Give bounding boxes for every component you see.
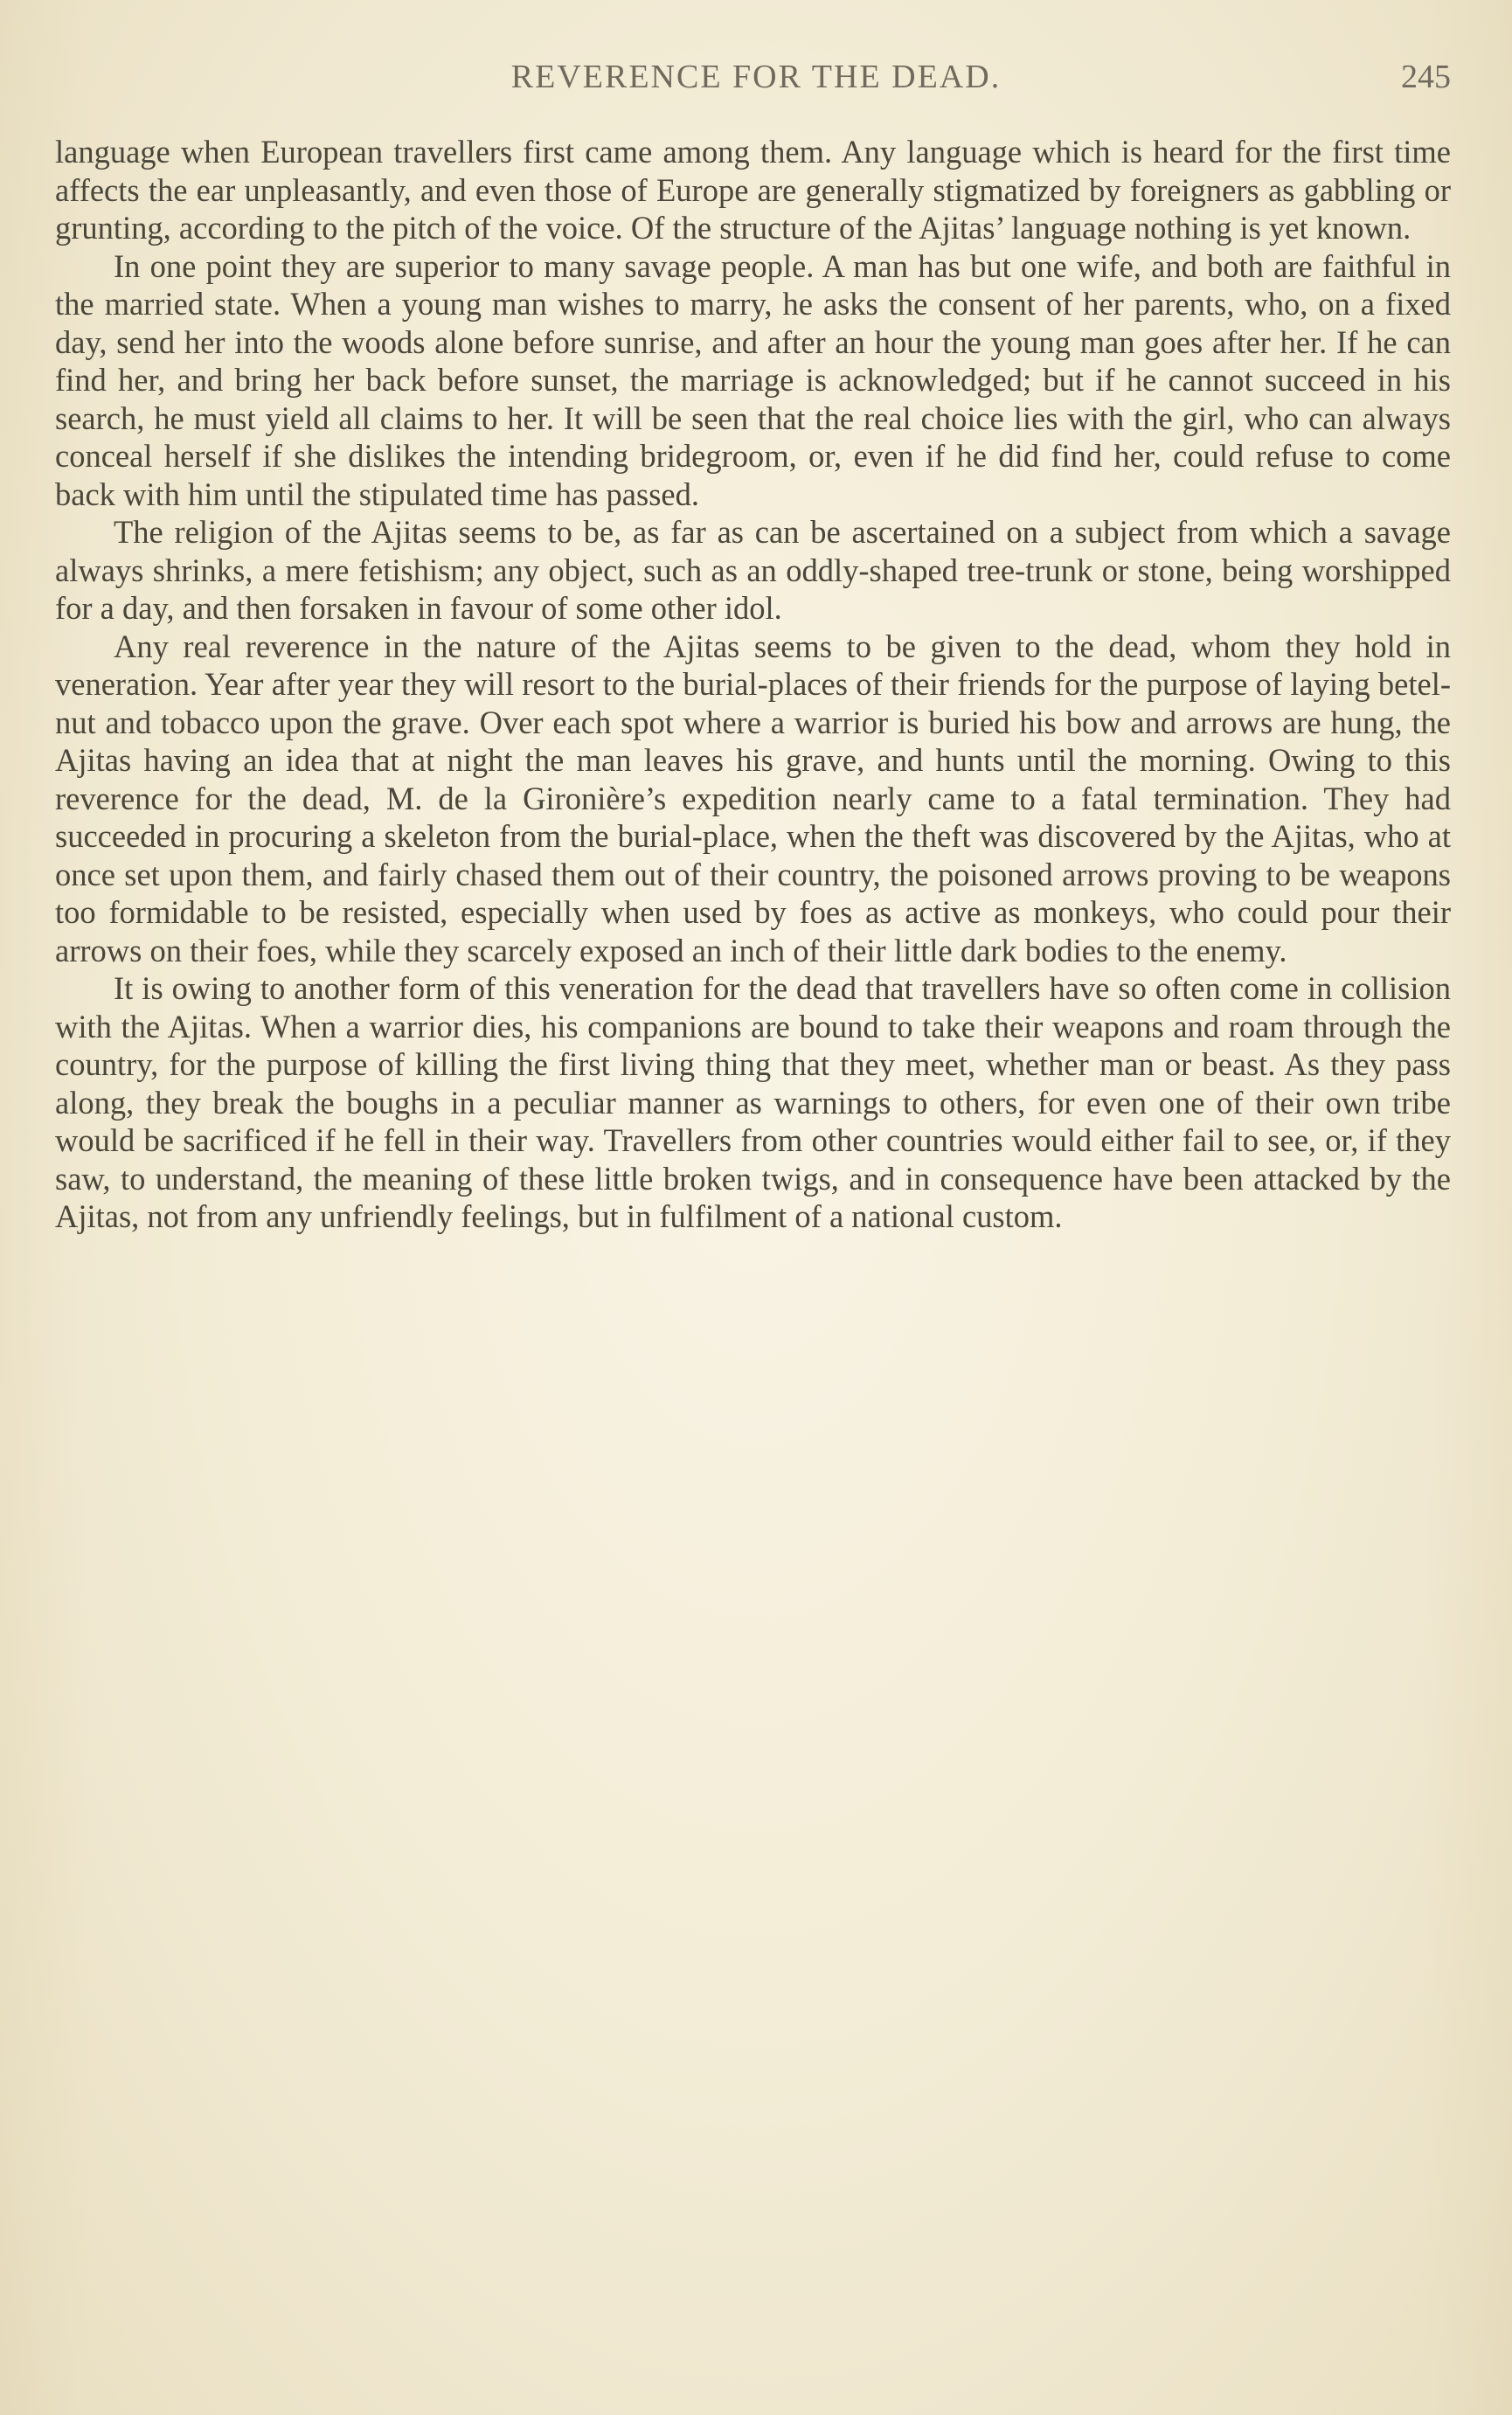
paragraph-marriage-custom: In one point they are superior to many savage people. A man has but one wife, and both are faithful in the married state. When a young man wishes to marry, he asks the consent of her parents, who, on a fixed day, send her into the woods alone before sunrise, and after an hour the young man goes after her. If he can find her, and bring her back before sunset, the marriage is acknowledged; but if he cannot succeed in his search, he must yield all claims to her. It will be seen that the real choice lies with the girl, who can always conceal herself if she dislikes the intending bridegroom, or, even if he did find her, could refuse to come back with him until the stipulated time has passed. [55, 247, 1451, 512]
body-text [55, 133, 1451, 1236]
running-title: REVERENCE FOR THE DEAD. [510, 59, 1002, 95]
running-header [0, 52, 1512, 105]
page-number: 245 [1401, 59, 1451, 95]
paragraph-reverence-for-dead: Any real reverence in the nature of the Ajitas seems to be given to the dead, whom they hold in veneration. Year after year they will resort to the burial-places of their friends for the purpose of laying betel-nut and tobacco upon the grave. Over each spot where a warrior is buried his bow and arrows are hung, the Ajitas having an idea that at night the man leaves his grave, and hunts until the morning. Owing to this reverence for the dead, M. de la Gironière’s expedition nearly came to a fatal termination. They had succeeded in procuring a skeleton from the burial-place, when the theft was discovered by the Ajitas, who at once set upon them, and fairly chased them out of their country, the poisoned arrows proving to be weapons too formidable to be resisted, especially when used by foes as active as monkeys, who could pour their arrows on their foes, while they scarcely exposed an inch of their little dark bodies to the enemy. [55, 628, 1451, 968]
paragraph-veneration-custom: It is owing to another form of this veneration for the dead that travellers have so often come in collision with the Ajitas. When a warrior dies, his companions are bound to take their weapons and roam through the country, for the purpose of killing the first living thing that they meet, whether man or beast. As they pass along, they break the boughs in a peculiar manner as warnings to others, for even one of their own tribe would be sacrificed if he fell in their way. Travellers from other countries would either fail to see, or, if they saw, to understand, the meaning of these little broken twigs, and in consequence have been attacked by the Ajitas, not from any unfriendly feelings, but in fulfilment of a national custom. [55, 970, 1451, 1234]
paragraph-continued: language when European travellers first came among them. Any language which is heard for the first time affects the ear unpleasantly, and even those of Europe are generally stigmatized by foreigners as gabbling or grunting, according to the pitch of the voice. Of the structure of the Ajitas’ language nothing is yet known. [55, 134, 1451, 246]
paragraph-religion: The religion of the Ajitas seems to be, as far as can be ascertained on a subject from which a savage always shrinks, a mere fetishism; any object, such as an oddly-shaped tree-trunk or stone, being worshipped for a day, and then forsaken in favour of some other idol. [55, 514, 1451, 626]
